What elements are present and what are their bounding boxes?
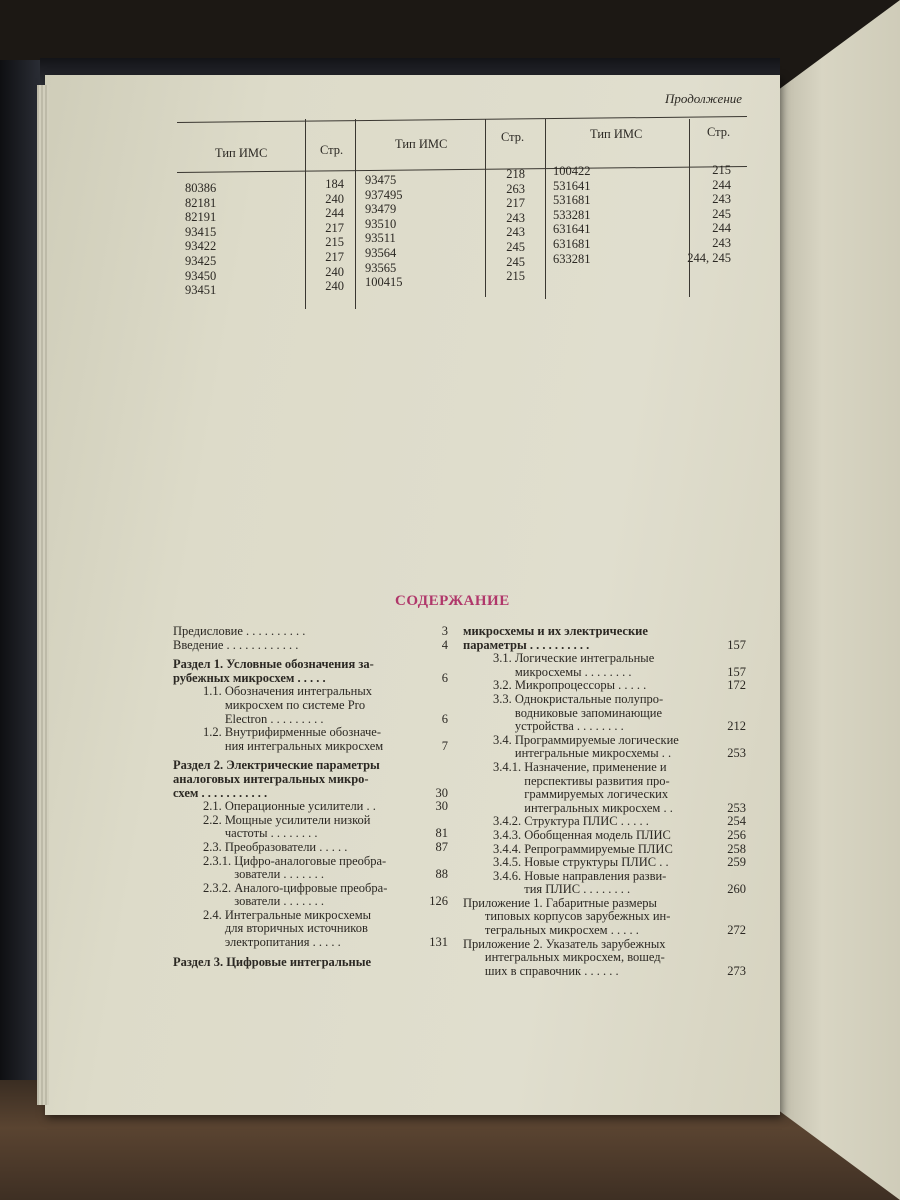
toc-entry-page: 260 <box>727 882 746 897</box>
table-cell: 245 <box>712 206 731 221</box>
toc-entry <box>463 843 746 857</box>
toc-entry-title: 3.3. Однокристальные полупро- водниковые запоминающие устройства . . . . . . . . <box>493 691 664 734</box>
col-header-type: Тип ИМС <box>215 146 268 160</box>
toc-entry-page: 3 <box>441 624 448 638</box>
type-column <box>553 164 591 266</box>
toc-entry <box>463 693 746 734</box>
col-header-type: Тип ИМС <box>590 127 643 141</box>
table-header-rule <box>177 166 747 173</box>
toc-entry-title: 1.1. Обозначения интегральных микросхем по системе Pro Electron . . . . . . . . . <box>203 684 372 726</box>
toc-entry-page: 273 <box>727 963 746 978</box>
table-cell: 93475 <box>365 173 397 187</box>
page-edges <box>37 85 49 1105</box>
table-cell: 631681 <box>553 236 591 251</box>
table-cell: 100415 <box>365 275 403 290</box>
toc-entry-title: 1.2. Внутрифирменные обозначе- ния интегральных микросхем <box>203 725 384 753</box>
table-cell: 93415 <box>185 224 217 239</box>
toc-entry-title: микросхемы и их электрические параметры . . . . . . . . . . <box>463 624 648 652</box>
toc-entry-page: 6 <box>441 711 448 726</box>
toc-entry <box>173 814 448 841</box>
toc-entry <box>173 841 448 855</box>
toc-entry-title: 3.2. Микропроцессоры . . . . . <box>493 678 647 693</box>
type-column <box>185 181 216 298</box>
contents-right-column <box>463 625 746 978</box>
table-cell: 531681 <box>553 193 591 208</box>
col-header-type: Тип ИМС <box>395 137 448 151</box>
toc-entry <box>173 726 448 753</box>
toc-entry-title: 3.4. Программируемые логические интегральные микросхемы . . <box>493 732 679 761</box>
toc-entry-page: 253 <box>727 746 746 761</box>
toc-entry-title: 3.4.6. Новые направления разви- тия ПЛИС . . . . . . . . <box>493 868 667 897</box>
table-cell: 93451 <box>185 283 217 298</box>
page-column <box>675 163 731 265</box>
toc-entry-title: Предисловие . . . . . . . . . . <box>173 624 306 638</box>
toc-entry-page: 253 <box>727 800 746 815</box>
toc-entry-title: Раздел 1. Условные обозначения за- рубежных микросхем . . . . . <box>173 657 374 685</box>
table-cell: 93565 <box>365 260 397 275</box>
toc-entry-page: 7 <box>441 738 448 753</box>
toc-entry <box>463 679 746 693</box>
table-cell: 217 <box>325 220 344 235</box>
table-cell: 244 <box>325 206 344 221</box>
table-cell: 633281 <box>553 251 591 266</box>
toc-entry <box>463 870 746 897</box>
toc-entry-page: 256 <box>727 827 746 842</box>
toc-entry <box>173 625 448 639</box>
toc-entry-title: Раздел 2. Электрические параметры аналоговых интегральных микро- схем . . . . . . . . . . . <box>173 758 380 800</box>
table-cell: 240 <box>325 191 344 206</box>
toc-entry-page: 6 <box>441 670 448 685</box>
toc-entry-page: 30 <box>435 799 448 814</box>
toc-entry-title: 3.4.3. Обобщенная модель ПЛИС <box>493 827 671 842</box>
toc-entry-title: Приложение 2. Указатель зарубежных интегральных микросхем, вошед- ших в справочник . . . . . . <box>463 936 666 978</box>
toc-entry-title: Введение . . . . . . . . . . . . <box>173 637 299 652</box>
table-cell: 533281 <box>553 207 591 222</box>
toc-entry <box>463 829 746 843</box>
toc-entry-title: 2.2. Мощные усилители низкой частоты . . . . . . . . <box>203 812 371 841</box>
toc-entry-page: 212 <box>727 719 746 734</box>
toc-entry <box>463 897 746 938</box>
table-cell: 93511 <box>365 231 396 246</box>
table-cell: 184 <box>325 177 344 191</box>
toc-entry-page: 259 <box>727 855 746 870</box>
col-header-page: Стр. <box>320 143 344 157</box>
table-cell: 215 <box>506 269 525 284</box>
toc-entry <box>173 759 448 800</box>
toc-entry-page: 126 <box>429 894 448 909</box>
toc-entry-title: 3.4.2. Структура ПЛИС . . . . . <box>493 814 649 829</box>
table-cell: 244 <box>712 177 731 192</box>
toc-entry-title: 3.1. Логические интегральные микросхемы . . . . . . . . <box>493 651 655 679</box>
type-column <box>365 173 403 290</box>
table-cell: 263 <box>506 181 525 196</box>
toc-entry <box>463 625 746 652</box>
toc-entry <box>463 938 746 979</box>
right-page <box>770 0 900 1200</box>
toc-entry-title: 3.4.5. Новые структуры ПЛИС . . <box>493 855 669 870</box>
table-cell: 240 <box>325 264 344 279</box>
toc-entry <box>173 882 448 909</box>
toc-entry-page: 258 <box>727 841 746 856</box>
table-cell: 244, 245 <box>687 250 731 265</box>
toc-entry-page: 88 <box>435 867 448 882</box>
toc-entry-page: 157 <box>727 637 746 652</box>
toc-entry-title: 3.4.4. Репрограммируемые ПЛИС <box>493 841 673 856</box>
table-cell: 245 <box>506 254 525 269</box>
table-cell: 93510 <box>365 216 397 231</box>
table-cell: 93564 <box>365 245 397 260</box>
col-header-page: Стр. <box>501 130 525 144</box>
toc-entry <box>173 639 448 653</box>
page-column <box>491 167 525 284</box>
table-cell: 93422 <box>185 239 217 254</box>
toc-entry-page: 272 <box>727 923 746 938</box>
table-cell: 937495 <box>365 187 403 202</box>
table-cell: 217 <box>325 249 344 264</box>
book-page <box>45 75 780 1115</box>
toc-entry <box>463 734 746 761</box>
continuation-label: Продолжение <box>665 91 743 106</box>
table-cell: 82181 <box>185 195 217 210</box>
col-header-page: Стр. <box>707 125 731 139</box>
table-cell: 631641 <box>553 222 591 237</box>
toc-entry-page: 157 <box>727 664 746 679</box>
table-cell: 82191 <box>185 210 217 225</box>
table-cell: 215 <box>325 235 344 250</box>
toc-entry-title: Приложение 1. Габаритные размеры типовых корпусов зарубежных ин- тегральных микросхем . . . . . <box>463 895 671 938</box>
toc-entry <box>173 909 448 950</box>
toc-entry-title: 2.3. Преобразователи . . . . . <box>203 839 348 854</box>
table-divider <box>485 119 486 297</box>
table-cell: 93425 <box>185 253 217 268</box>
table-cell: 93479 <box>365 202 397 217</box>
table-cell: 243 <box>712 192 731 207</box>
table-cell: 215 <box>712 163 731 177</box>
toc-entry-title: 2.3.2. Аналого-цифровые преобра- зователи . . . . . . . <box>203 880 388 909</box>
toc-entry-page: 4 <box>441 637 448 652</box>
table-cell: 100422 <box>553 164 591 178</box>
toc-entry-title: Раздел 3. Цифровые интегральные <box>173 954 372 969</box>
toc-entry <box>173 800 448 814</box>
table-cell: 240 <box>325 279 344 294</box>
table-divider <box>305 119 306 309</box>
toc-entry-title: 3.4.1. Назначение, применение и перспективы развития про- граммируемых логических интегральных микросхем . . <box>493 759 673 815</box>
table-cell: 217 <box>506 196 525 211</box>
toc-entry-title: 2.1. Операционные усилители . . <box>203 799 376 814</box>
table-cell: 243 <box>506 225 525 240</box>
table-divider <box>545 119 546 299</box>
toc-entry <box>173 855 448 882</box>
page-column <box>310 177 344 294</box>
toc-entry-page: 254 <box>727 814 746 829</box>
toc-entry-page: 87 <box>435 839 448 854</box>
table-cell: 218 <box>506 167 525 181</box>
toc-entry-page: 172 <box>727 678 746 693</box>
toc-entry <box>173 658 448 685</box>
contents-title: СОДЕРЖАНИЕ <box>395 593 510 609</box>
table-cell: 80386 <box>185 181 217 195</box>
toc-entry-title: 2.3.1. Цифро-аналоговые преобра- зователи . . . . . . . <box>203 853 387 882</box>
toc-entry-title: 2.4. Интегральные микросхемы для вторичных источников электропитания . . . . . <box>203 907 371 950</box>
toc-entry <box>463 815 746 829</box>
table-cell: 243 <box>712 235 731 250</box>
toc-entry <box>463 652 746 679</box>
toc-entry <box>173 685 448 726</box>
table-cell: 93450 <box>185 268 217 283</box>
toc-entry <box>463 761 746 815</box>
toc-entry <box>463 856 746 870</box>
table-top-rule <box>177 116 747 123</box>
table-cell: 244 <box>712 221 731 236</box>
contents-left-column <box>173 625 448 969</box>
toc-entry-page: 30 <box>435 785 448 800</box>
table-cell: 245 <box>506 239 525 254</box>
toc-entry-page: 131 <box>429 935 448 950</box>
table-divider <box>355 119 356 309</box>
table-cell: 531641 <box>553 178 591 193</box>
toc-entry-page: 81 <box>435 826 448 841</box>
table-cell: 243 <box>506 210 525 225</box>
toc-entry <box>173 956 448 970</box>
